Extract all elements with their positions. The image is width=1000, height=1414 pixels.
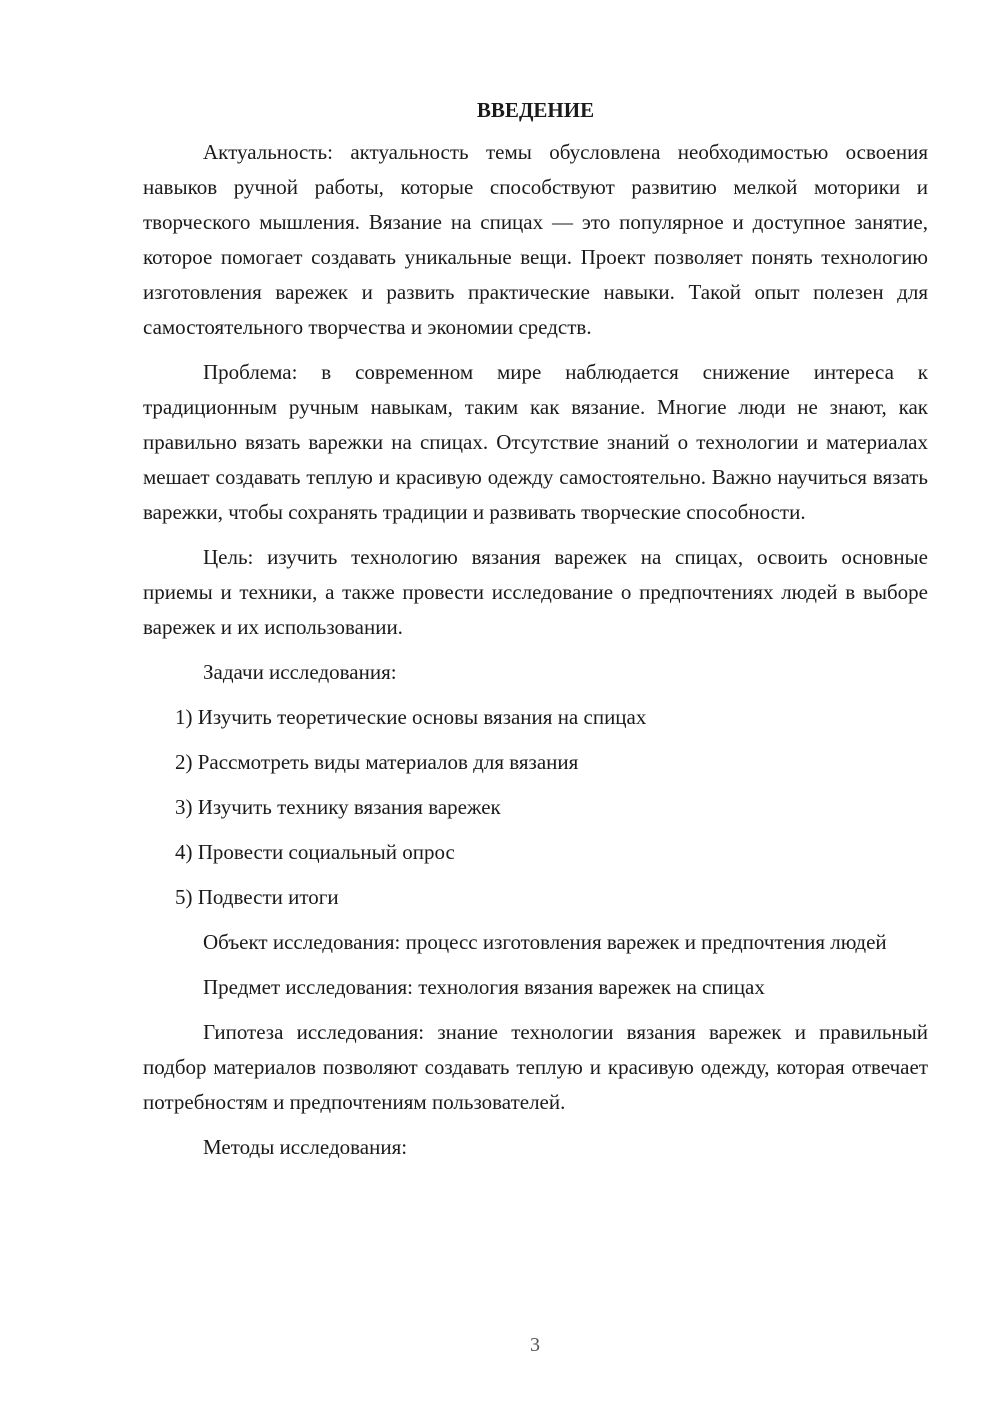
methods-heading: Методы исследования: (203, 1135, 408, 1159)
page-title: ВВЕДЕНИЕ (476, 98, 595, 122)
tasks-heading: Задачи исследования: (203, 660, 397, 684)
relevance-paragraph: Актуальность: актуальность темы обусловлена необходимостью освоения навыков ручной работы, которые способствуют развитию мелкой моторики и творческого мышления. Вязание на спицах — это популярное и доступное занятие, которое помогает создавать уникальные вещи. Проект позволяет понять технологию изготовления варежек и развить практические навыки. Такой опыт полезен для самостоятельного творчества и экономии средств. (143, 140, 928, 339)
page-number: 3 (530, 1334, 540, 1356)
goal-paragraph: Цель: изучить технологию вязания варежек на спицах, освоить основные приемы и техники, а также провести исследование о предпочтениях людей в выборе варежек и их использовании. (143, 545, 928, 639)
hypothesis-paragraph: Гипотеза исследования: знание технологии вязания варежек и правильный подбор материалов позволяют создавать теплую и красивую одежду, которая отвечает потребностям и предпочтениям пользователей. (143, 1020, 928, 1114)
task-item-4: 4) Провести социальный опрос (175, 840, 455, 864)
page-content (143, 95, 928, 1175)
problem-paragraph: Проблема: в современном мире наблюдается снижение интереса к традиционным ручным навыкам, таким как вязание. Многие люди не знают, как правильно вязать варежки на спицах. Отсутствие знаний о технологии и материалах мешает создавать теплую и красивую одежду самостоятельно. Важно научиться вязать варежки, чтобы сохранять традиции и развивать творческие способности. (143, 360, 928, 524)
task-item-1: 1) Изучить теоретические основы вязания на спицах (175, 705, 647, 729)
task-item-2: 2) Рассмотреть виды материалов для вязания (175, 750, 579, 774)
object-paragraph: Объект исследования: процесс изготовления варежек и предпочтения людей (203, 930, 887, 954)
task-item-5: 5) Подвести итоги (175, 885, 339, 909)
subject-paragraph: Предмет исследования: технология вязания варежек на спицах (203, 975, 765, 999)
task-item-3: 3) Изучить технику вязания варежек (175, 795, 501, 819)
